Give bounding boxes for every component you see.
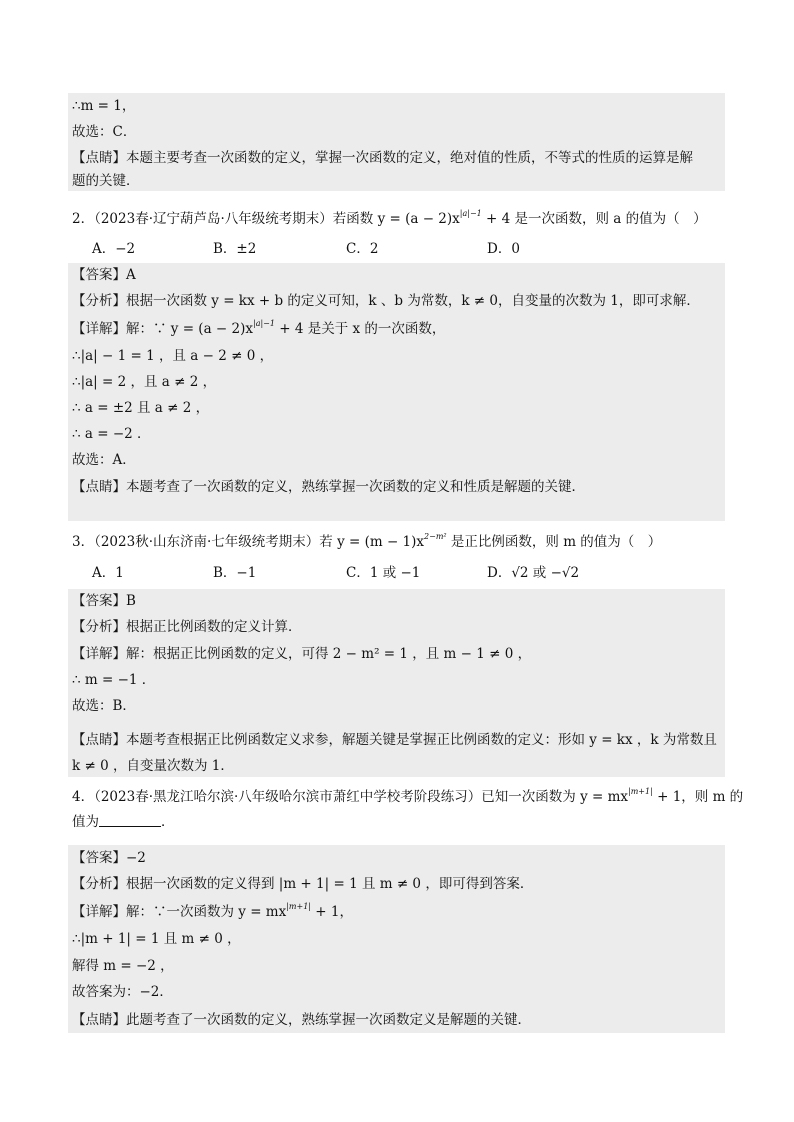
q3-stem: 3．（2023秋·山东济南·七年级统考期末）若 $y = (m - 1)x^{2-m^2}$ 是正比例函数，则 m 的值为（ ） xyxy=(72,532,662,550)
q2-option-c: C．2 xyxy=(346,241,379,257)
q4-detail-2: ∴|m + 1| = 1 且 m ≠ 0 ， xyxy=(72,931,241,947)
q4-stem: 4．（2023春·黑龙江哈尔滨·八年级哈尔滨市萧红中学校考阶段练习）已知一次函数为 $y = mx^{|m+1|} + 1$，则 m 的 xyxy=(72,787,744,805)
q3-note-cont: k ≠ 0 ，自变量次数为 1． xyxy=(72,758,234,774)
q4-answer: 【答案】−2 xyxy=(72,850,146,866)
q2-detail-4: ∴ a = ±2 且 a ≠ 2 ， xyxy=(72,400,210,416)
q1-conclusion: ∴m = 1， xyxy=(72,98,136,114)
q1-note-cont: 题的关键． xyxy=(72,173,140,189)
q2-stem: 2．（2023春·辽宁葫芦岛·八年级统考期末）若函数 $y = (a - 2)x^{|a|-1} + 4$ 是一次函数，则 a 的值为（ ） xyxy=(72,209,707,227)
solution-block-q1 xyxy=(68,93,725,191)
q3-note: 【点睛】本题考查根据正比例函数定义求参，解题关键是掌握正比例函数的定义：形如 y = kx ，k 为常数且 xyxy=(72,732,717,748)
q2-note: 【点睛】本题考查了一次函数的定义，熟练掌握一次函数的定义和性质是解题的关键． xyxy=(72,479,585,495)
answer-blank xyxy=(99,814,161,827)
q2-option-d: D．0 xyxy=(487,241,520,257)
q3-option-c: C．1 或 −1 xyxy=(346,565,421,581)
q1-choice: 故选：C． xyxy=(72,124,137,140)
q2-analysis: 【分析】根据一次函数 y = kx + b 的定义可知，k 、b 为常数，k ≠ 0，自变量的次数为 1，即可求解． xyxy=(72,293,700,309)
q2-option-a: A．−2 xyxy=(92,241,136,257)
q4-note: 【点睛】此题考查了一次函数的定义，熟练掌握一次函数定义是解题的关键． xyxy=(72,1012,531,1028)
q3-detail-3: 故选：B． xyxy=(72,698,136,714)
q3-detail-1: 【详解】解：根据正比例函数的定义，可得 2 − m² = 1 ，且 m − 1 ≠ 0 ， xyxy=(72,646,532,662)
q3-detail-2: ∴ m = −1 ． xyxy=(72,672,156,688)
q3-analysis: 【分析】根据正比例函数的定义计算． xyxy=(72,619,302,635)
q4-detail-4: 故答案为：−2． xyxy=(72,984,173,1000)
q4-stem-cont: 值为 ． xyxy=(72,814,175,830)
q3-option-a: A．1 xyxy=(92,565,124,581)
q4-detail-1: 【详解】解：∵一次函数为 $y = mx^{|m+1|} + 1$， xyxy=(72,902,353,920)
q3-answer: 【答案】B xyxy=(72,593,136,609)
q4-analysis: 【分析】根据一次函数的定义得到 |m + 1| = 1 且 m ≠ 0 ，即可得到答案． xyxy=(72,876,534,892)
q2-detail-5: ∴ a = −2 ． xyxy=(72,426,151,442)
q4-detail-3: 解得 m = −2 ， xyxy=(72,958,174,974)
q1-note: 【点睛】本题主要考查一次函数的定义，掌握一次函数的定义，绝对值的性质，不等式的性质的运算是解 xyxy=(72,150,693,166)
q2-answer: 【答案】A xyxy=(72,267,136,283)
q3-option-b: B．−1 xyxy=(213,565,257,581)
q2-detail-6: 故选：A． xyxy=(72,452,136,468)
q2-detail-3: ∴|a| = 2 ，且 a ≠ 2 ， xyxy=(72,374,217,390)
q2-detail-1: 【详解】解：∵ $y = (a - 2)x^{|a|-1} + 4$ 是关于 x 的一次函数， xyxy=(72,319,446,337)
q3-option-d: D．√2 或 −√2 xyxy=(487,565,580,581)
q2-detail-2: ∴|a| − 1 = 1 ，且 a − 2 ≠ 0 ， xyxy=(72,348,274,364)
q2-option-b: B．±2 xyxy=(213,241,257,257)
